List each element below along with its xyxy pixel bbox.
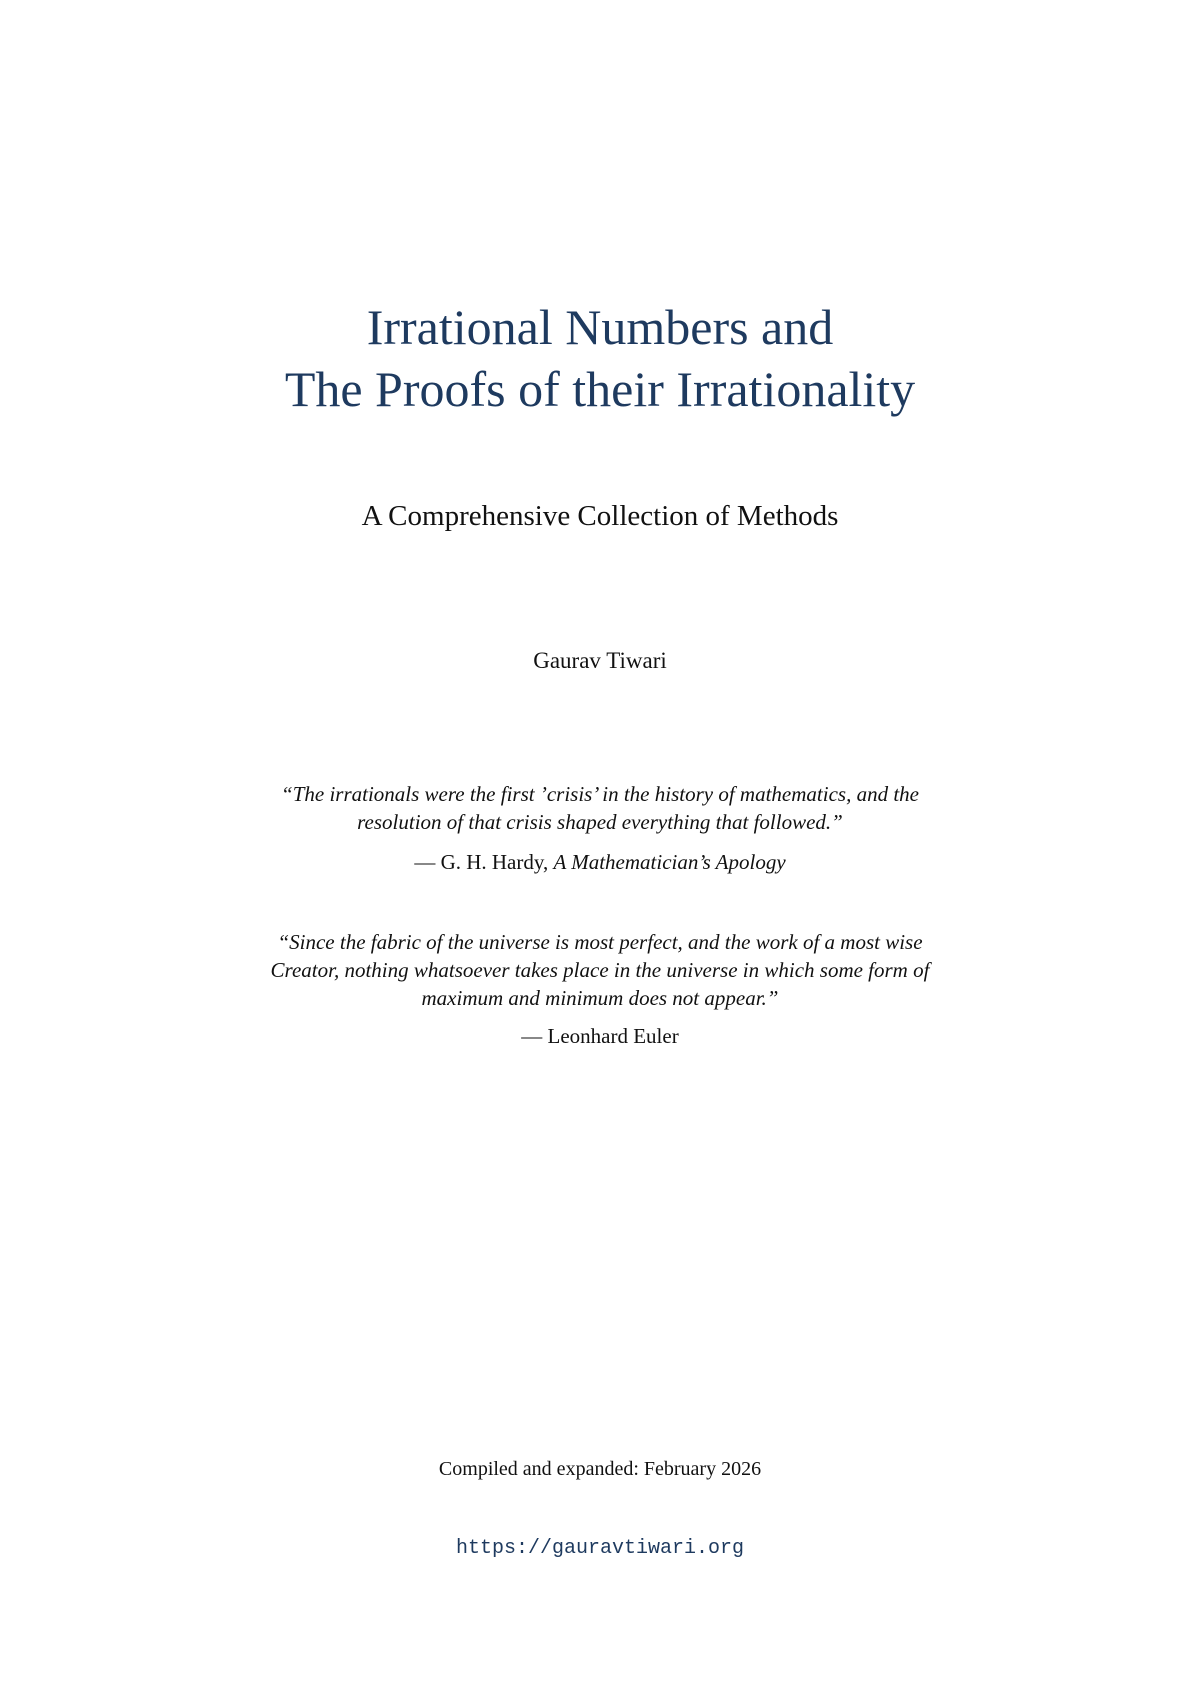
- website-link[interactable]: https://gauravtiwari.org: [455, 1537, 745, 1560]
- epigraph-hardy-quote: [0, 780, 1200, 836]
- attribution-author: — Leonhard Euler: [521, 1024, 679, 1048]
- author-name: Gaurav Tiwari: [533, 648, 667, 673]
- quote-line: maximum and minimum does not appear.”: [421, 986, 779, 1010]
- title-line-1: Irrational Numbers and: [366, 299, 834, 355]
- quote-line: Creator, nothing whatsoever takes place in the universe in which some form of: [270, 958, 930, 982]
- document-subtitle: A Comprehensive Collection of Methods: [361, 500, 839, 532]
- document-title: [0, 296, 1200, 420]
- attribution-work: A Mathematician’s Apology: [553, 850, 786, 874]
- compiled-date: Compiled and expanded: February 2026: [438, 1458, 762, 1480]
- title-line-2: The Proofs of their Irrationality: [284, 361, 916, 417]
- quote-line: “The irrationals were the first ’crisis’ in the history of mathematics, and the: [281, 782, 919, 806]
- epigraph-euler-quote: [0, 928, 1200, 1012]
- website-url-container: [0, 1536, 1200, 1562]
- epigraph-euler-attribution: [0, 1022, 1200, 1050]
- attribution-author: — G. H. Hardy,: [414, 850, 554, 874]
- quote-line: “Since the fabric of the universe is most perfect, and the work of a most wise: [277, 930, 923, 954]
- quote-line: resolution of that crisis shaped everything that followed.”: [357, 810, 843, 834]
- epigraph-hardy-attribution: [0, 848, 1200, 876]
